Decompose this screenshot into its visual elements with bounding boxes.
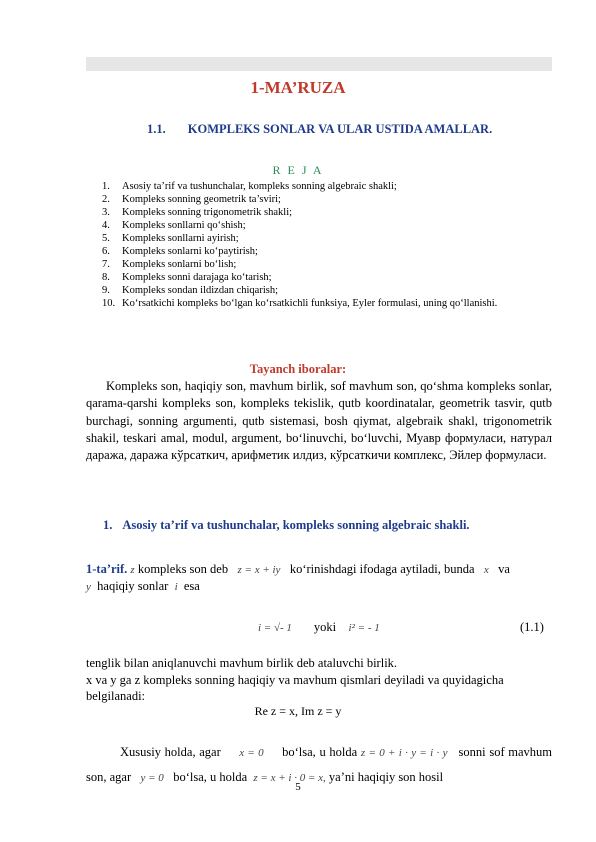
definition-line-2	[86, 579, 200, 594]
section-text: Asosiy ta’rif va tushunchalar, kompleks sonning algebraic shakli.	[122, 518, 470, 532]
lecture-title: 1-MA’RUZA	[250, 78, 346, 97]
plan-item-text: Kompleks sonning trigonometrik shakli;	[122, 207, 293, 218]
var-x: x	[483, 564, 489, 576]
definition-text-3: haqiqiy sonlar	[97, 579, 169, 593]
formula-z: z = x + iy	[237, 564, 281, 576]
plan-item-number: 2.	[102, 194, 110, 205]
plan-item	[102, 271, 497, 284]
plan-item-number: 10.	[102, 298, 116, 309]
plan-item-number: 5.	[102, 233, 110, 244]
paragraph-2	[86, 655, 552, 705]
p3-formula-3: y = 0	[140, 772, 164, 784]
p3-text-2: bo‘lsa, u holda	[282, 745, 358, 759]
keywords-heading: Tayanch iboralar:	[249, 362, 347, 376]
plan-heading: R E J A	[272, 163, 324, 177]
paragraph-2-line-1: tenglik bilan aniqlanuvchi mavhum birlik deb ataluvchi birlik.	[86, 656, 398, 670]
formula-i: i = √- 1	[258, 622, 292, 634]
plan-item-text: Kompleks sonllarni ayirish;	[122, 233, 239, 244]
plan-item	[102, 245, 497, 258]
plan-item	[102, 219, 497, 232]
subtitle-number: 1.1.	[147, 122, 166, 136]
subtitle-text: KOMPLEKS SONLAR VA ULAR USTIDA AMALLAR	[187, 122, 490, 136]
plan-item-text: Asosiy ta’rif va tushunchalar, kompleks sonning algebraic shakli;	[122, 181, 397, 192]
plan-item-number: 6.	[102, 246, 110, 257]
plan-item-number: 4.	[102, 220, 110, 231]
definition-text-1: kompleks son deb	[137, 562, 229, 576]
subtitle-end: .	[489, 122, 493, 136]
var-i: i	[174, 581, 178, 593]
word-yoki: yoki	[313, 620, 337, 634]
plan-item	[102, 206, 497, 219]
plan-item-number: 8.	[102, 272, 110, 283]
definition-line-1	[86, 562, 510, 577]
var-y: y	[86, 581, 91, 593]
plan-item	[102, 193, 497, 206]
plan-list	[102, 180, 497, 310]
plan-item-text: Kompleks sonlarni ko‘paytirish;	[122, 246, 258, 257]
p3-formula-1: x = 0	[239, 747, 264, 759]
p3-text-5: ya’ni haqiqiy son hosil	[328, 770, 444, 784]
p3-formula-2: z = 0 + i · y = i · y	[360, 747, 448, 759]
plan-item	[102, 232, 497, 245]
plan-item	[102, 258, 497, 271]
plan-item	[102, 284, 497, 297]
section-heading	[103, 518, 470, 533]
p3-text-3: sonni sof mavhum son, agar	[86, 745, 553, 784]
plan-item-text: Kompleks sonning geometrik ta’sviri;	[122, 194, 281, 205]
p3-text-4: bo‘lsa, u holda	[173, 770, 248, 784]
plan-item-number: 1.	[102, 181, 110, 192]
word-esa: esa	[183, 579, 200, 593]
var-z: z	[130, 564, 135, 576]
definition-label: 1-ta’rif.	[86, 562, 128, 576]
equation-number: (1.1)	[520, 620, 544, 634]
plan-item-text: Kompleks sonni darajaga ko‘tarish;	[122, 272, 272, 283]
definition-text-2: ko‘rinishdagi ifodaga aytiladi, bunda	[289, 562, 475, 576]
lecture-subtitle	[147, 122, 492, 137]
plan-item	[102, 297, 497, 310]
plan-item-text: Kompleks sonllarni qo‘shish;	[122, 220, 246, 231]
p3-text-1: Xususiy holda, agar	[120, 745, 221, 759]
formula-i-squared: i² = - 1	[348, 622, 380, 634]
word-va: va	[498, 562, 510, 576]
p3-formula-4: z = x + i · 0 = x,	[253, 772, 326, 784]
plan-item-number: 3.	[102, 207, 110, 218]
section-number: 1.	[103, 518, 113, 532]
re-im-formula: Re z = x, Im z = y	[254, 704, 342, 718]
plan-item-text: Kompleks sonlarni bo‘lish;	[122, 259, 237, 270]
equation-line	[258, 620, 380, 635]
paragraph-2-line-2: x va y ga z kompleks sonning haqiqiy va mavhum qismlari deyiladi va quyidagicha belgilanadi:	[86, 672, 504, 703]
plan-item-text: Ko‘rsatkichi kompleks bo‘lgan ko‘rsatkichli funksiya, Eyler formulasi, uning qo‘llanishi.	[122, 298, 498, 309]
keywords-paragraph: Kompleks son, haqiqiy son, mavhum birlik, sof mavhum son, qo‘shma kompleks sonlar, qarama-qarshi kompleks son, kompleks tekislik, qutb koordinatalar, geometrik tasvir, qutb burchagi, sonning argumenti, qutb sistemasi, bosh qiymat, algebraik shakl, trigonometrik shakil, teskari amal, modul, argument, bo‘linuvchi, bo‘luvchi, Муавр формуласи, натурал даража, даража кўрсаткич, арифметик илдиз, кўрсаткичи комплекс, Эйлер формуласи.	[86, 379, 552, 463]
plan-item	[102, 180, 497, 193]
plan-item-text: Kompleks sondan ildizdan chiqarish;	[122, 285, 279, 296]
page-number: 5	[295, 781, 301, 793]
top-bar	[86, 57, 552, 71]
plan-item-number: 7.	[102, 259, 110, 270]
plan-item-number: 9.	[102, 285, 110, 296]
